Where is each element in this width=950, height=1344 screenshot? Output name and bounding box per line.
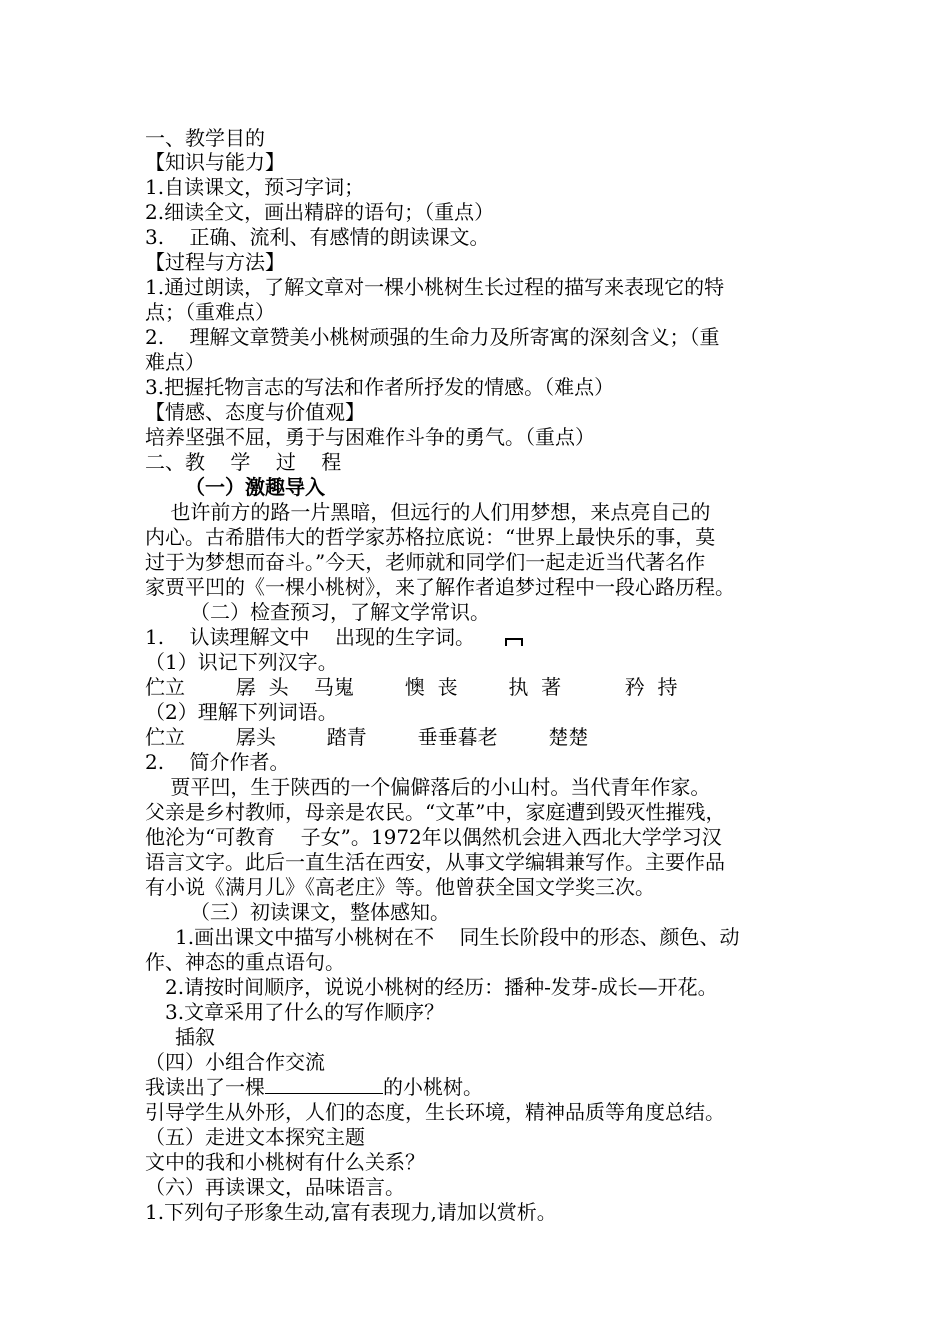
text-line: 内心。古希腊伟大的哲学家苏格拉底说：“世界上最快乐的事，莫 xyxy=(145,525,716,549)
section-heading-objectives: 一、教学目的 xyxy=(145,126,265,150)
subheading-theme: （五）走进文本探究主题 xyxy=(145,1125,365,1149)
text-line: 1. 认读理解文中 出现的生字词。 xyxy=(145,625,475,649)
text-line: 贾平凹，生于陕西的一个偏僻落后的小山村。当代青年作家。 xyxy=(145,775,711,799)
text-line: 他沦为“可教育 子女”。1972年以偶然机会进入西北大学学习汉 xyxy=(145,825,722,849)
text-line: 1.下列句子形象生动,富有表现力,请加以赏析。 xyxy=(145,1200,557,1224)
text-line: （2）理解下列词语。 xyxy=(145,700,338,724)
text-line: 也许前方的路一片黑暗，但远行的人们用梦想，来点亮自己的 xyxy=(145,500,711,524)
text-line: 1.画出课文中描写小桃树在不 同生长阶段中的形态、颜色、动 xyxy=(175,925,740,949)
text-line: 3. 正确、流利、有感情的朗读课文。 xyxy=(145,225,490,249)
subheading-group: （四）小组合作交流 xyxy=(145,1050,325,1074)
text-line: 1.自读课文，预习字词； xyxy=(145,175,365,199)
text-line: 引导学生从外形，人们的态度，生长环境，精神品质等角度总结。 xyxy=(145,1100,725,1124)
text-line: 文中的我和小桃树有什么关系？ xyxy=(145,1150,425,1174)
text-line: 培养坚强不屈，勇于与困难作斗争的勇气。（重点） xyxy=(145,425,595,449)
subheading-intro: （一）激趣导入 xyxy=(185,475,325,499)
text-line: 2. 理解文章赞美小桃树顽强的生命力及所寄寓的深刻含义；（重 xyxy=(145,325,720,349)
subheading-knowledge: 【知识与能力】 xyxy=(145,150,285,174)
fill-in-suffix: 的小桃树。 xyxy=(383,1075,483,1099)
text-line: 2. 简介作者。 xyxy=(145,750,290,774)
subheading-preview: （二）检查预习，了解文学常识。 xyxy=(190,600,490,624)
text-line: 过于为梦想而奋斗。”今天，老师就和同学们一起走近当代著名作 xyxy=(145,550,706,574)
text-line: 2.细读全文，画出精辟的语句；（重点） xyxy=(145,200,495,224)
text-line: 难点） xyxy=(145,350,205,374)
text-line: 点；（重难点） xyxy=(145,300,275,324)
text-line: 有小说《满月儿》《高老庄》等。他曾获全国文学奖三次。 xyxy=(145,875,655,899)
text-line: 父亲是乡村教师，母亲是农民。“文革”中，家庭遭到毁灭性摧残， xyxy=(145,800,726,824)
fill-in-line xyxy=(145,1075,483,1099)
text-line: 1.通过朗读，了解文章对一棵小桃树生长过程的描写来表现它的特 xyxy=(145,275,725,299)
text-line: 家贾平凹的《一棵小桃树》，来了解作者追梦过程中一段心路历程。 xyxy=(145,575,735,599)
subheading-first-read: （三）初读课文，整体感知。 xyxy=(190,900,450,924)
text-line: 伫立 孱头 踏青 垂垂暮老 楚楚 xyxy=(145,725,589,749)
text-line: 插叙 xyxy=(175,1025,215,1049)
text-line: （1）识记下列汉字。 xyxy=(145,650,338,674)
section-heading-process: 二、教 学 过 程 xyxy=(145,450,342,474)
text-line: 3.文章采用了什么的写作顺序？ xyxy=(165,1000,445,1024)
text-line: 2.请按时间顺序，说说小桃树的经历：播种-发芽-成长—开花。 xyxy=(165,975,718,999)
text-line: 3.把握托物言志的写法和作者所抒发的情感。（难点） xyxy=(145,375,615,399)
subheading-reread: （六）再读课文，品味语言。 xyxy=(145,1175,405,1199)
subheading-values: 【情感、态度与价值观】 xyxy=(145,400,365,424)
text-line: 作、神态的重点语句。 xyxy=(145,950,345,974)
subheading-process: 【过程与方法】 xyxy=(145,250,285,274)
text-line: 伫立 孱 头 马嵬 懊 丧 执 著 矜 持 xyxy=(145,675,678,699)
text-line: 语言文字。此后一直生活在西安，从事文学编辑兼写作。主要作品 xyxy=(145,850,725,874)
editing-mark-icon xyxy=(505,638,523,646)
fill-in-blank xyxy=(265,1075,383,1094)
fill-in-prefix: 我读出了一棵 xyxy=(145,1075,265,1099)
